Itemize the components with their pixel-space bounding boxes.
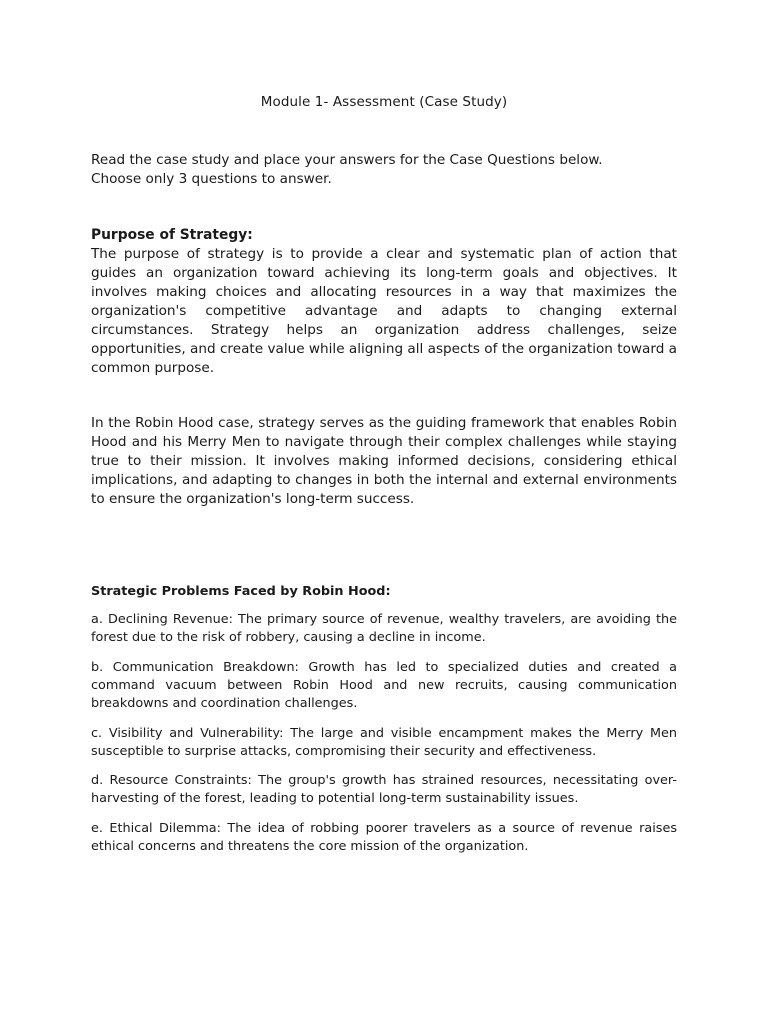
robin-hood-paragraph: In the Robin Hood case, strategy serves as the guiding framework that enables Robin Hood and his Merry Men to navigate through their complex challenges while staying true to their mission. It involves making informed decisions, considering ethical implications, and adapting to changes in both the internal and external environments to ensure the organization's long-term success.	[91, 415, 677, 507]
purpose-heading: Purpose of Strategy:	[91, 227, 253, 243]
problem-item-e: e. Ethical Dilemma: The idea of robbing poorer travelers as a source of revenue raises ethical concerns and threatens the core mission of the organization.	[91, 821, 677, 854]
problems-heading: Strategic Problems Faced by Robin Hood:	[91, 584, 391, 599]
purpose-paragraph: The purpose of strategy is to provide a clear and systematic plan of action that guides an organization toward achieving its long-term goals and objectives. It involves making choices and allocating resources in a way that maximizes the organization's competitive advantage and adapts to changing external circumstances. Strategy helps an organization address challenges, seize opportunities, and create value while aligning all aspects of the organization toward a common purpose.	[91, 246, 677, 376]
problem-item-b: b. Communication Breakdown: Growth has led to specialized duties and created a command vacuum between Robin Hood and new recruits, causing communication breakdowns and coordination challenges.	[91, 660, 677, 711]
problem-item-d: d. Resource Constraints: The group's growth has strained resources, necessitating over-harvesting of the forest, leading to potential long-term sustainability issues.	[91, 773, 677, 806]
intro-instructions	[91, 151, 677, 189]
intro-line-2: Choose only 3 questions to answer.	[91, 171, 332, 187]
intro-line-1: Read the case study and place your answers for the Case Questions below.	[91, 152, 603, 168]
problem-item-a: a. Declining Revenue: The primary source of revenue, wealthy travelers, are avoiding the forest due to the risk of robbery, causing a decline in income.	[91, 612, 677, 645]
document-title: Module 1- Assessment (Case Study)	[260, 94, 508, 110]
problem-item-c: c. Visibility and Vulnerability: The large and visible encampment makes the Merry Men susceptible to surprise attacks, compromising their security and effectiveness.	[91, 726, 677, 759]
